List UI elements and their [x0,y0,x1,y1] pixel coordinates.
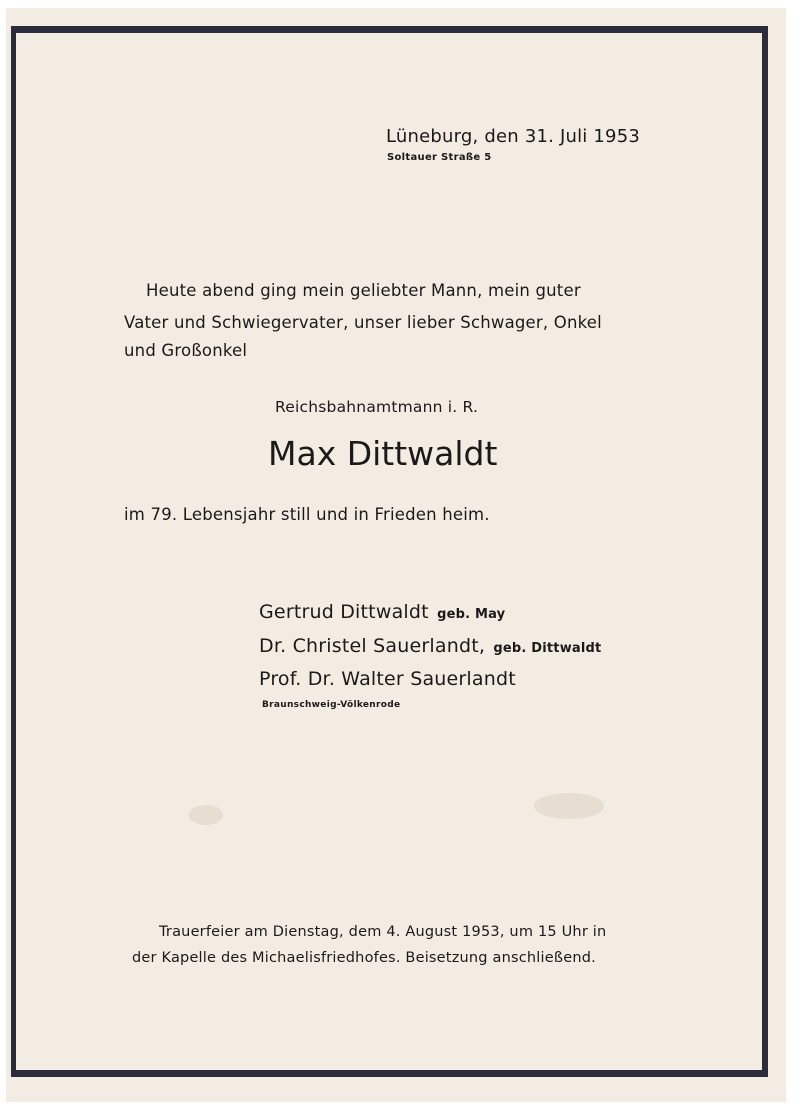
mourner-name: Dr. Christel Sauerlandt, [259,635,486,657]
deceased-name: Max Dittwaldt [268,434,498,473]
announcement-line-3: und Großonkel [124,341,248,360]
announcement-line-2: Vater und Schwiegervater, unser lieber Schwager, Onkel [124,313,602,332]
mourner-note: geb. Dittwaldt [493,641,602,656]
mourner-note: geb. May [437,607,506,622]
funeral-line-2: der Kapelle des Michaelisfriedhofes. Beisetzung anschließend. [132,950,596,966]
deceased-title: Reichsbahnamtmann i. R. [275,398,479,416]
place-and-date: Lüneburg, den 31. Juli 1953 [386,126,641,147]
street-address: Soltauer Straße 5 [387,152,492,163]
mourner-name: Gertrud Dittwaldt [259,601,429,623]
mourner-2 [259,635,601,657]
funeral-line-1: Trauerfeier am Dienstag, dem 4. August 1953, um 15 Uhr in [159,924,607,940]
mourner-location: Braunschweig-Völkenrode [262,700,401,710]
passing-statement: im 79. Lebensjahr still und in Frieden heim. [124,505,490,524]
mourning-border [11,26,768,1077]
announcement-line-1: Heute abend ging mein geliebter Mann, mein guter [146,281,581,300]
mourner-name: Prof. Dr. Walter Sauerlandt [259,668,516,690]
mourner-1 [259,601,505,623]
mourner-3 [259,668,516,690]
